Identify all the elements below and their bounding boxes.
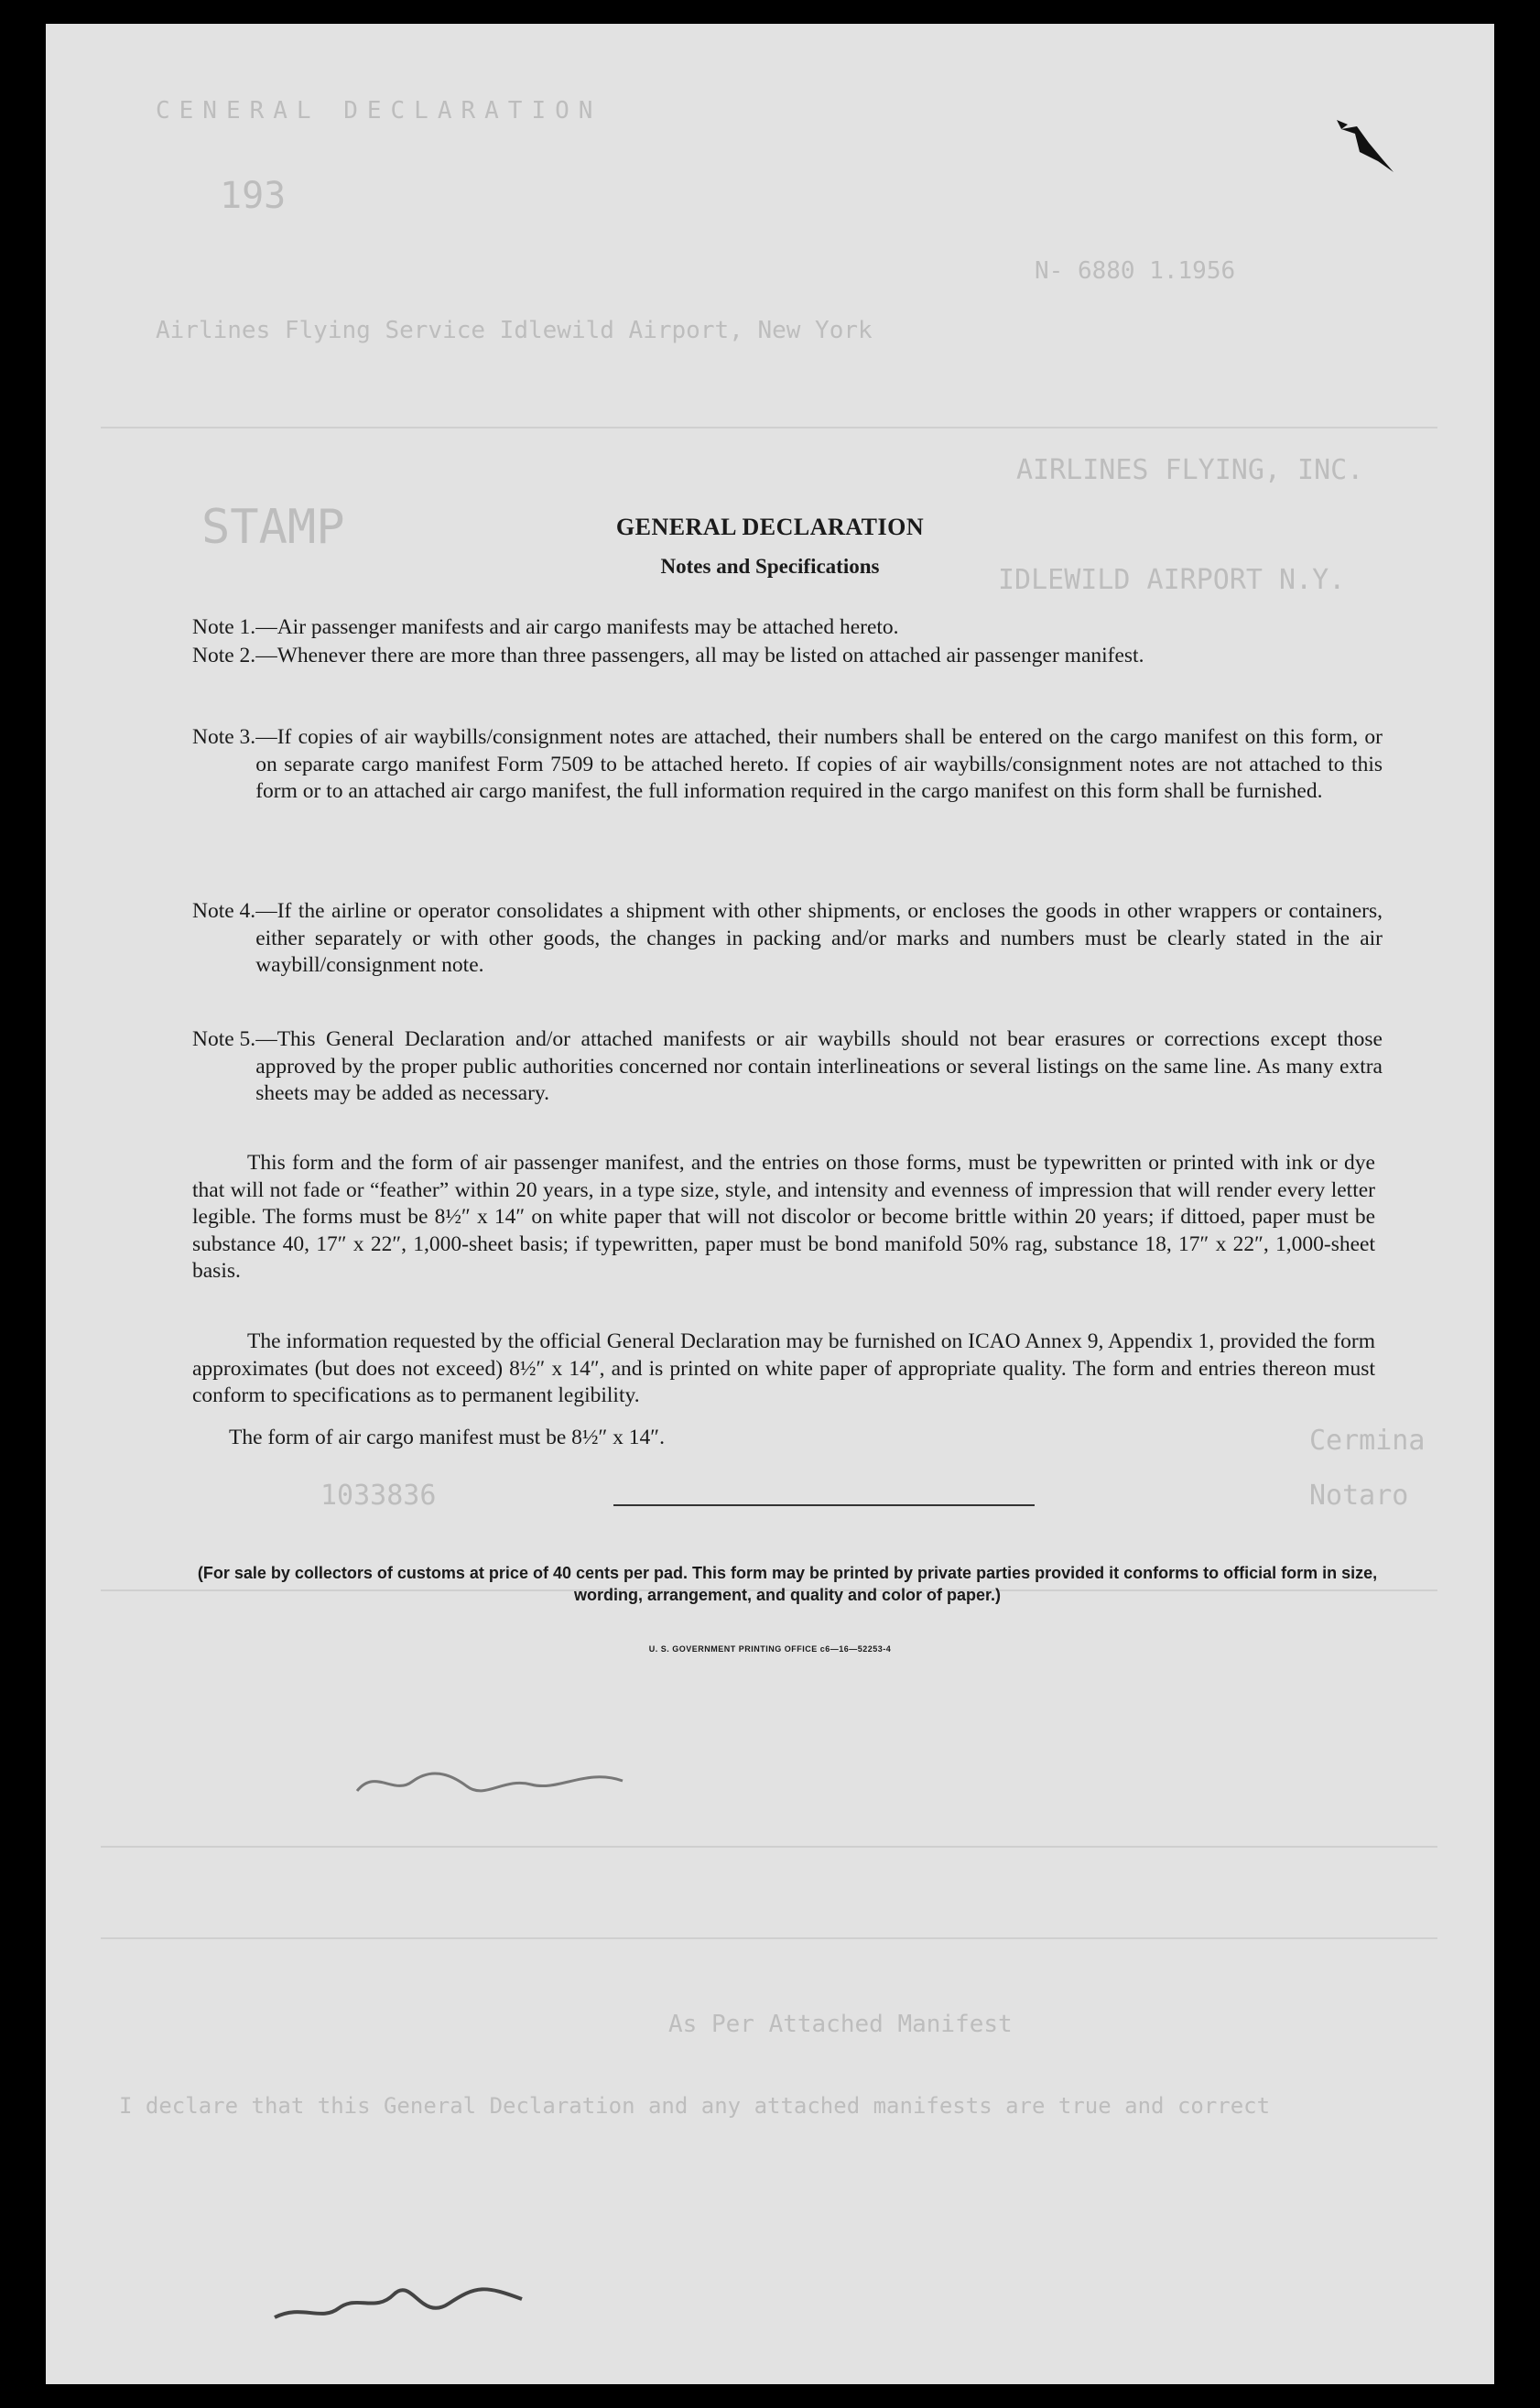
note-label: Note 3.	[192, 725, 256, 749]
ghost-rule	[101, 1846, 1437, 1848]
ghost-text: 193	[220, 175, 287, 217]
ghost-text: As Per Attached Manifest	[668, 2011, 1013, 2038]
note-1	[192, 614, 1383, 642]
signature-scribble	[348, 1750, 714, 1814]
ghost-text: I declare that this General Declaration and any attached manifests are true and correct	[119, 2093, 1271, 2119]
page-subtitle: Notes and Specifications	[660, 555, 880, 578]
ghost-text: 1033836	[320, 1480, 437, 1512]
printing-office-line: U. S. GOVERNMENT PRINTING OFFICE c6—16—52253-4	[648, 1644, 892, 1654]
ghost-rule	[101, 427, 1437, 428]
note-text: —Air passenger manifests and air cargo manifests may be attached hereto.	[255, 615, 899, 639]
ghost-text: CENERAL DECLARATION	[156, 97, 602, 125]
paragraph-icao: The information requested by the official General Declaration may be furnished on ICAO Annex 9, Appendix 1, provided the form approximates (but does not exceed) 8½″ x 14″, and is printed on white paper of appropriate quality. The form and entries thereon must conform to specifications as to permanent legibility.	[192, 1329, 1375, 1407]
paragraph-typewriting: This form and the form of air passenger manifest, and the entries on those forms, must be typewritten or printed with ink or dye that will not fade or “feather” within 20 years, in a type size, style, and intensity and evenness of impression that will render every letter legible. The forms must be 8½″ x 14″ on white paper that will not discolor or become brittle within 20 years; if dittoed, paper must be substance 40, 17″ x 22″, 1,000-sheet basis; if typewritten, paper must be bond manifold 50% rag, substance 18, 17″ x 22″, 1,000-sheet basis.	[192, 1151, 1375, 1283]
ink-mark	[1328, 115, 1401, 179]
note-label: Note 1.	[192, 615, 256, 639]
note-text: —If copies of air waybills/consignment notes are attached, their numbers shall be entered on the cargo manifest on this form, or on separate cargo manifest Form 7509 to be attached hereto. If copies of air waybills/consignment notes are not attached to this form or to an attached air cargo manifest, the full information required in the cargo manifest on this form shall be furnished.	[255, 725, 1383, 803]
ghost-text: STAMP	[201, 500, 345, 555]
note-label: Note 2.	[192, 644, 256, 667]
ghost-text: Cermina	[1309, 1425, 1426, 1457]
note-3	[192, 724, 1383, 806]
ghost-text: N- 6880 1.1956	[1035, 257, 1236, 285]
ghost-rule	[101, 1937, 1437, 1939]
signature-scribble	[266, 2267, 540, 2340]
ghost-text: Notaro	[1309, 1480, 1409, 1512]
ghost-text: AIRLINES FLYING, INC.	[1016, 454, 1364, 486]
ghost-text: Airlines Flying Service Idlewild Airport, New York	[156, 317, 873, 344]
note-text: —Whenever there are more than three passengers, all may be listed on attached air passenger manifest.	[255, 644, 1144, 667]
note-text: —If the airline or operator consolidates a shipment with other shipments, or encloses the goods in other wrappers or containers, either separately or with other goods, the changes in packing and/or marks and numbers must be clearly stated in the air waybill/consignment note.	[255, 899, 1383, 977]
document-page	[46, 24, 1494, 2384]
note-4	[192, 898, 1383, 980]
ghost-text: IDLEWILD AIRPORT N.Y.	[998, 564, 1346, 596]
paragraph-cargo-size: The form of air cargo manifest must be 8½″ x 14″.	[229, 1426, 665, 1449]
divider-rule	[613, 1504, 1035, 1506]
note-5	[192, 1026, 1383, 1108]
note-label: Note 5.	[192, 1027, 256, 1051]
sale-notice: (For sale by collectors of customs at price of 40 cents per pad. This form may be printed by private parties provided it conforms to official form in size, wording, arrangement, and quality and color of paper.)	[197, 1564, 1378, 1604]
page-title: GENERAL DECLARATION	[615, 514, 925, 540]
note-label: Note 4.	[192, 899, 256, 923]
note-2	[192, 643, 1383, 670]
note-text: —This General Declaration and/or attached manifests or air waybills should not bear erasures or corrections except those approved by the proper public authorities concerned nor contain interlineations or several listings on the same line. As many extra sheets may be added as necessary.	[255, 1027, 1383, 1105]
